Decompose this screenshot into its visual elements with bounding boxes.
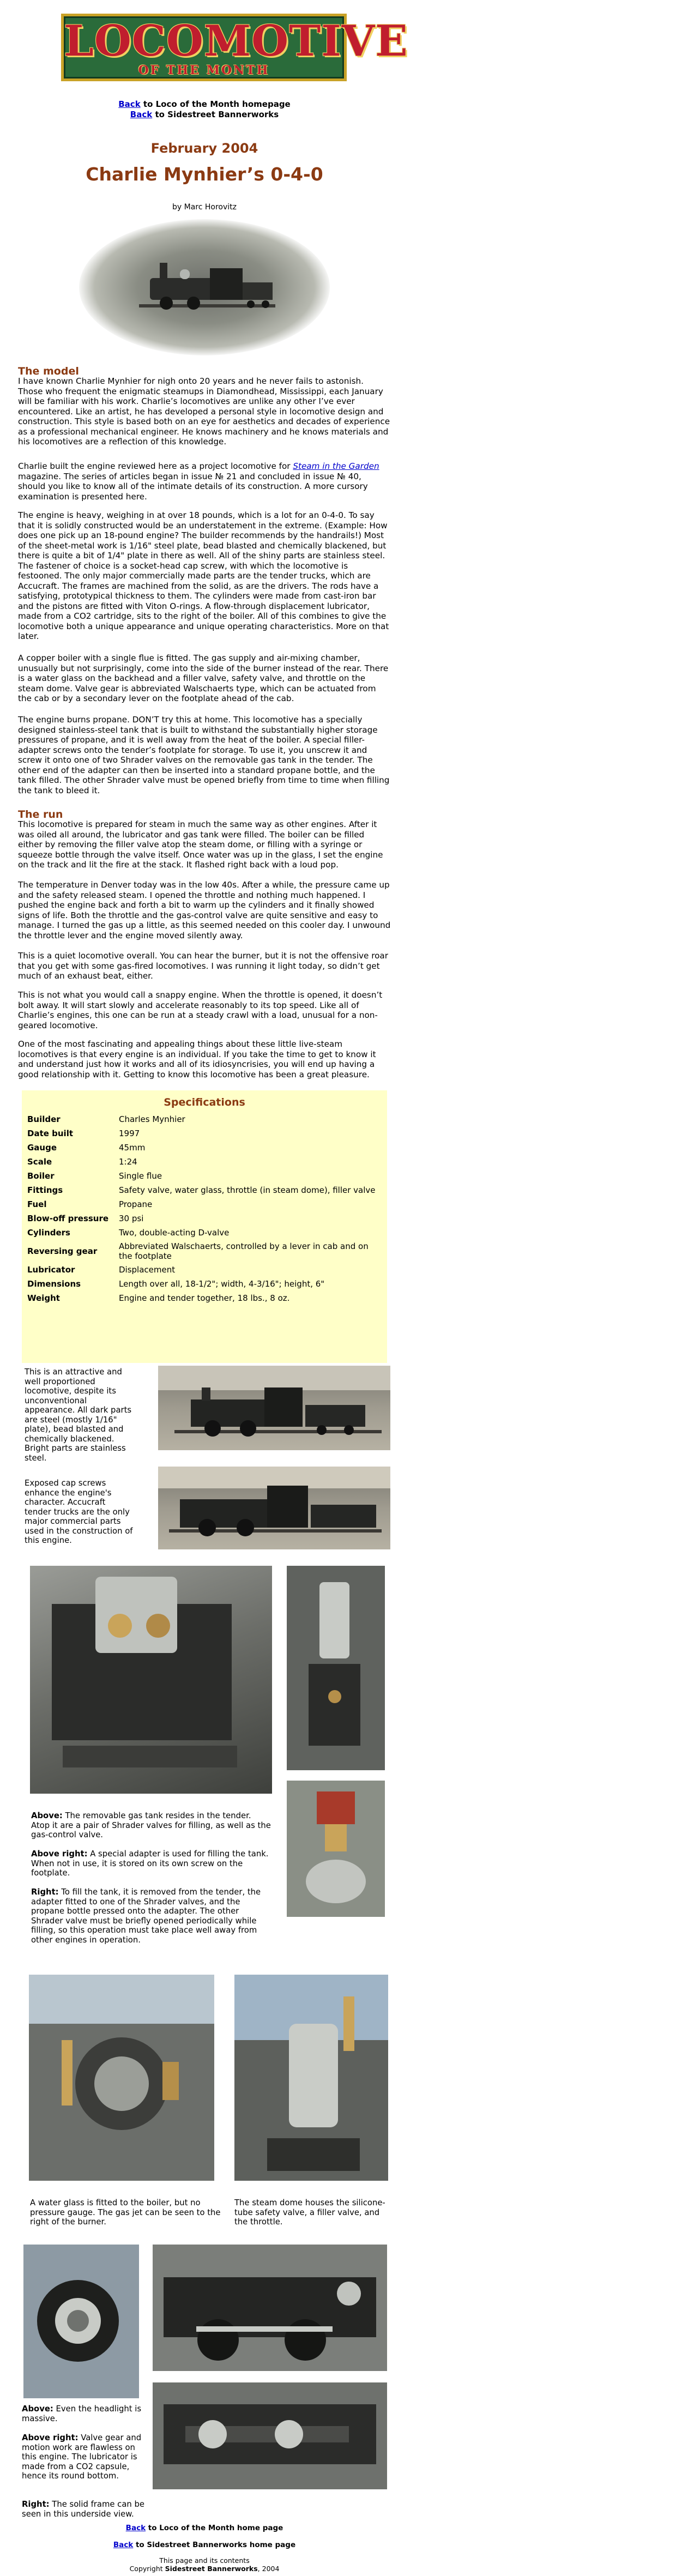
spec-row: Fuel Propane [27, 1199, 153, 1209]
gas-tank-illustration [30, 1566, 272, 1794]
footer-back-sidestreet-link[interactable]: Back [113, 2541, 134, 2549]
paragraph-individual: One of the most fascinating and appealing things about these little live-steam locomotives is that every engine is an individual. If you take the time to get to know it and understand just how it works and all of its idiosyncrisies, you will end up having a good relationship with it. Getting to know this locomotive has been a great pleasure. [18, 1039, 376, 1079]
paragraph-steam-in-the-garden: Charlie built the engine reviewed here as a project locomotive for Steam in the Garden magazine. The series of articles began in issue № 21 and concluded in issue № 40, should you like to know all of the intimate details of its construction. A more cursory examination is presented here. [18, 461, 379, 502]
top-nav-2 [18, 110, 391, 120]
caption-adapter: Above right: A special adapter is used for filling the tank. When not in use, it is stored on its own screw on the footplate. [31, 1849, 269, 1878]
footer-copyright-line2: Copyright Sidestreet Bannerworks, 2004 [129, 2565, 280, 2573]
issue-date: February 2004 [150, 141, 258, 156]
locomotive-side-illustration [158, 1366, 390, 1450]
caption-attractive: This is an attractive and well proportioned locomotive, despite its unconventional appearance. All dark parts are steel (mostly 1/16" plate), bead blasted and chemically blackened. Bright parts are stainless steel. [25, 1367, 132, 1463]
caption-valve-gear: Above right: Valve gear and motion work are flawless on this engine. The lubricator is made from a CO2 capsule, hence its round bottom. [22, 2433, 142, 2481]
caption-cap-screws: Exposed cap screws enhance the engine's character. Accucraft tender trucks are the only major commercial parts used in the construction of this engine. [25, 1479, 133, 1545]
gas-tank-in-tender-photo [30, 1566, 272, 1794]
steam-in-the-garden-link[interactable]: Steam in the Garden [293, 461, 379, 471]
tank-fill-photo [287, 1781, 385, 1917]
paragraph-propane: The engine burns propane. DON’T try this at home. This locomotive has a specially designed stainless-steel tank that is built to withstand the substantially higher storage pressures of propane, and it is well away from the heat of the boiler. A special filler-adapter screws onto the tender’s footplate for storage. To use it, you unscrew it and screw it onto one of two Shrader valves on the removable gas tank in the tender. The other end of the adapter can then be inserted into a standard propane bottle, and the tank filled. The other Shrader valve must be opened briefly from time to time when filling the tank to bleed it. [18, 715, 390, 795]
paragraph-not-snappy: This is not what you would call a snappy engine. When the throttle is opened, it doesn’t bolt away. It will start slowly and accelerate reasonably to its top speed. Like all of Charlie’s engines, this one can be run at a steady crawl with a load, unusual for a non-geared locomotive. [18, 990, 383, 1030]
locomotive-of-the-month-logo [61, 14, 408, 81]
locomotive-angle-illustration [158, 1467, 390, 1549]
underside-frame-illustration [153, 2382, 387, 2489]
footer-nav-2: Back to Sidestreet Bannerworks home page [113, 2541, 296, 2549]
logo-subtitle: OF THE MONTH [138, 63, 270, 77]
water-glass-photo [29, 1975, 214, 2181]
spec-row: Lubricator Displacement [27, 1265, 176, 1275]
spec-row: Cylinders Two, double-acting D-valve [27, 1228, 230, 1238]
top-nav-1 [18, 99, 391, 110]
spec-row: Fittings Safety valve, water glass, throttle (in steam dome), filler valve [27, 1185, 376, 1195]
byline: by Marc Horovitz [172, 203, 237, 212]
filling-adapter-photo [287, 1566, 385, 1770]
locomotive-illustration [128, 256, 281, 322]
steam-dome-illustration [234, 1975, 388, 2181]
footer-copyright-line1: This page and its contents [159, 2556, 250, 2565]
caption-water-glass: A water glass is fitted to the boiler, but no pressure gauge. The gas jet can be seen to the right of the burner. [30, 2198, 221, 2227]
back-to-loco-homepage-link[interactable]: Back [118, 99, 141, 109]
logo-title: LOCOMOTIVE [64, 16, 408, 66]
spec-row: Date built 1997 [27, 1129, 140, 1138]
tank-fill-illustration [287, 1781, 385, 1917]
page-title: Charlie Mynhier’s 0-4-0 [86, 164, 323, 185]
valve-gear-photo [153, 2245, 387, 2371]
spec-row: Builder Charles Mynhier [27, 1114, 185, 1124]
caption-steam-dome: The steam dome houses the silicone-tube safety valve, a filler valve, and the throttle. [234, 2198, 385, 2227]
spec-row: Boiler Single flue [27, 1171, 162, 1181]
spec-row: Scale 1:24 [27, 1157, 137, 1167]
underside-frame-photo [153, 2382, 387, 2489]
caption-headlight: Above: Even the headlight is massive. [22, 2404, 142, 2423]
footer-nav-1: Back to Loco of the Month home page [125, 2524, 283, 2532]
spec-row: Weight Engine and tender together, 18 lbs., 8 oz. [27, 1293, 290, 1303]
locomotive-side-photo [158, 1366, 390, 1450]
headlight-photo [23, 2245, 139, 2398]
section-heading-run: The run [18, 809, 63, 821]
footer-back-loco-link[interactable]: Back [125, 2524, 146, 2532]
paragraph-construction: The engine is heavy, weighing in at over 18 pounds, which is a lot for an 0-4-0. To say that it is solidly constructed would be an understatement in the extreme. (Example: How does one pick up an 18-pound engine? The builder recommends by the handrails!) Most of the sheet-metal work is 1/16" steel plate, bead blasted and chemically blackened, but there is quite a bit of 1/4" plate in there as well. All of the shiny parts are stainless steel. The fastener of choice is a socket-head cap screw, with which the locomotive is festooned. The only major commercially made parts are the tender trucks, which are Accucraft. The frames are machined from the solid, as are the drivers. The rods have a satisfying, prototypical thickness to them. The cylinders were made from cast-iron bar and the pistons are fitted with Viton O-rings. A flow-through displacement lubricator, made from a CO2 cartridge, sits to the right of the boiler. All of this combines to give the locomotive both a unique appearance and unique operating characteristics. More on that later. [18, 510, 389, 641]
valve-gear-illustration [153, 2245, 387, 2371]
specifications-title: Specifications [164, 1096, 245, 1108]
water-glass-illustration [29, 1975, 214, 2181]
locomotive-angle-photo [158, 1467, 390, 1549]
top-nav-2-text: to Sidestreet Bannerworks [152, 110, 279, 119]
spec-row: Gauge 45mm [27, 1143, 146, 1153]
specifications-box [22, 1090, 387, 1363]
back-to-sidestreet-link[interactable]: Back [130, 110, 153, 119]
spec-row: Dimensions Length over all, 18-1/2"; width, 4-3/16"; height, 6" [27, 1279, 325, 1289]
spec-row: Blow-off pressure 30 psi [27, 1214, 144, 1223]
paragraph-boiler: A copper boiler with a single flue is fitted. The gas supply and air-mixing chamber, unusually but not surprisingly, come into the side of the burner instead of the rear. There is a water glass on the backhead and a filler valve, safety valve, and throttle on the steam dome. Valve gear is abbreviated Walschaerts type, which can be actuated from the cab or by a secondary lever on the footplate ahead of the cab. [18, 653, 389, 703]
headlight-illustration [23, 2245, 139, 2398]
paragraph-prepare: This locomotive is prepared for steam in much the same way as other engines. After it was oiled all around, the lubricator and gas tank were filled. The boiler can be filled either by removing the filler valve atop the steam dome, or filling with a syringe or squeeze bottle through the valve itself. Once water was up in the glass, I set the engine on the track and lit the fire at the stack. It flashed right back with a loud pop. [18, 819, 383, 870]
caption-fill-tank: Right: To fill the tank, it is removed from the tender, the adapter fitted to one of the Shrader valves, and the propane bottle pressed onto the adapter. The other Shrader valve must be briefly opened periodically while filling, so this operation must take place well away from other engines in operation. [31, 1887, 261, 1945]
paragraph-temperature: The temperature in Denver today was in the low 40s. After a while, the pressure came up and the safety released steam. I opened the throttle and nothing much happened. I pushed the engine back and forth a bit to warm up the cylinders and it finally showed signs of life. Both the throttle and the gas-control valve are quite sensitive and easy to manage. I turned the gas up a little, as this seemed needed on this cooler day. I unwound the throttle lever and the engine moved silently away. [18, 880, 391, 940]
caption-gas-tank: Above: The removable gas tank resides in the tender. Atop it are a pair of Shrader valves for filling, as well as the gas-control valve. [31, 1811, 271, 1839]
paragraph-intro: I have known Charlie Mynhier for nigh onto 20 years and he never fails to astonish. Those who frequent the enigmatic steamups in Diamondhead, Mississippi, each January will be familiar with his work. Charlie’s locomotives are unlike any other I’ve ever encountered. Like an artist, he has developed a personal style in locomotive design and construction. This style is based both on an eye for aesthetics and decades of experience as a professional mechanical engineer. He knows machinery and he knows materials and his locomotives are a reflection of this knowledge. [18, 376, 390, 447]
spec-row: Reversing gear Abbreviated Walschaerts, controlled by a lever in cab and on the footplate [27, 1241, 369, 1261]
paragraph-quiet: This is a quiet locomotive overall. You can hear the burner, but it is not the offensive roar that you get with some gas-fired locomotives. I was running it light today, so didn’t get much of an exhaust beat, either. [18, 951, 388, 981]
caption-underside: Right: The solid frame can be seen in this underside view. [22, 2500, 144, 2519]
section-heading-model: The model [18, 365, 79, 377]
steam-dome-photo [234, 1975, 388, 2181]
top-nav-1-text: to Loco of the Month homepage [140, 99, 291, 109]
specifications-table [25, 1112, 385, 1305]
filling-adapter-illustration [287, 1566, 385, 1770]
